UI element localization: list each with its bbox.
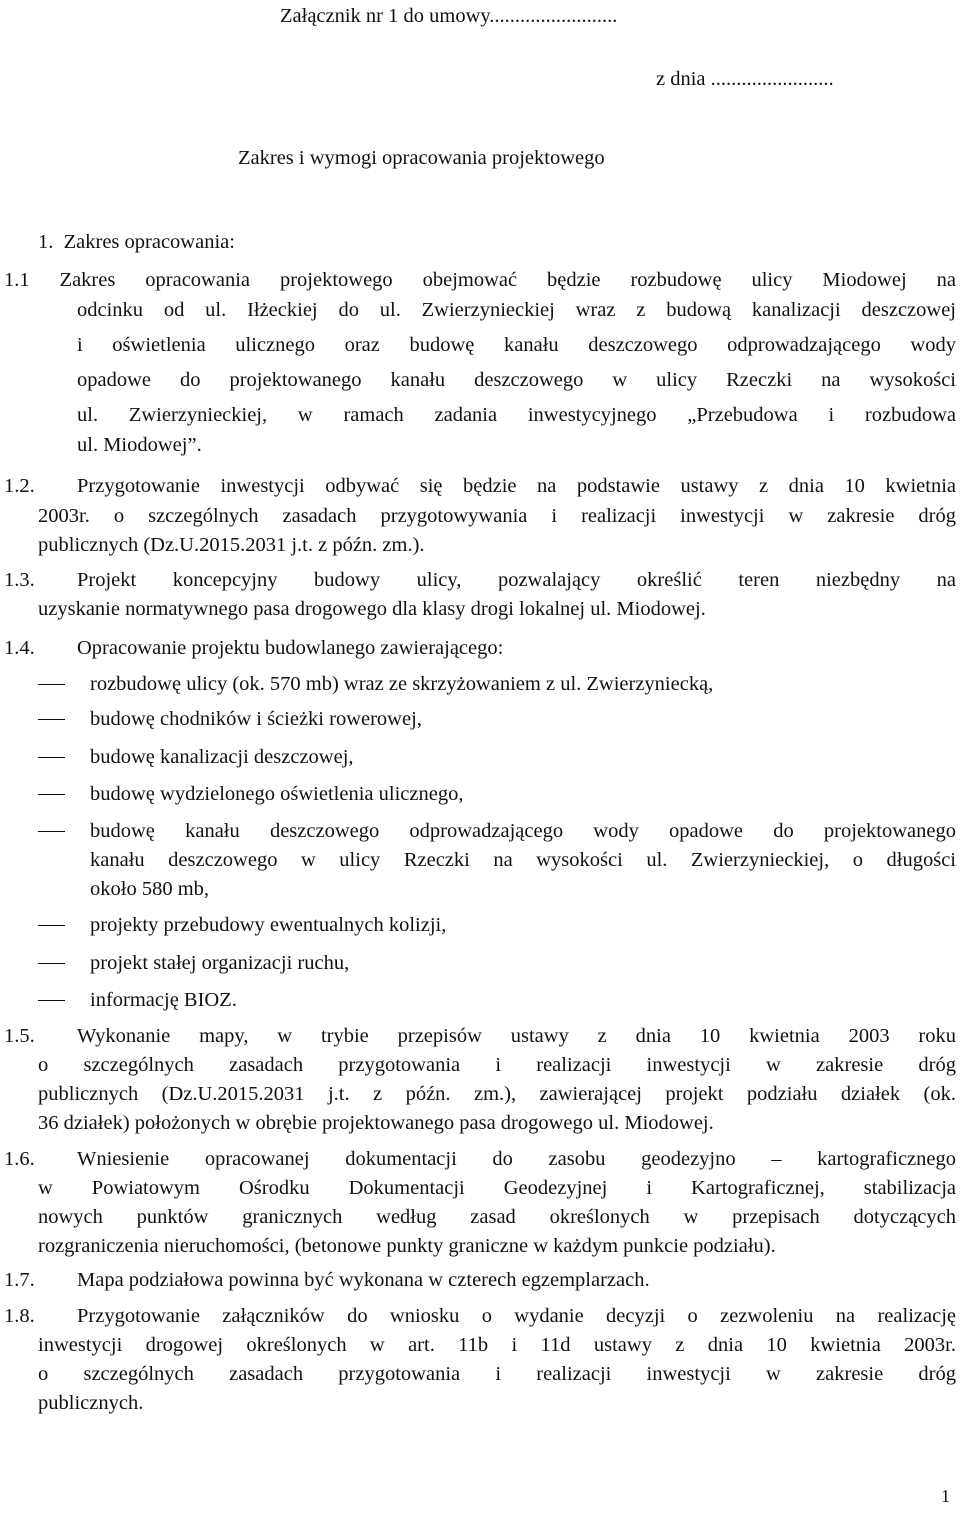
list-item-text: kanału deszczowego w ulicy Rzeczki na wysokości ul. Zwierzynieckiej, o długości: [90, 849, 956, 871]
item-1-2-number: 1.2.: [4, 475, 35, 497]
list-item-text: około 580 mb,: [90, 878, 210, 900]
dash-bullet: [38, 684, 65, 685]
document-title: Zakres i wymogi opracowania projektowego: [238, 147, 605, 169]
item-1-5-line: 36 działek) położonych w obrębie projektowanego pasa drogowego ul. Miodowej.: [38, 1112, 714, 1134]
dash-bullet: [38, 963, 65, 964]
list-item-text: budowę chodników i ścieżki rowerowej,: [90, 708, 422, 730]
list-item-text: informację BIOZ.: [90, 989, 237, 1011]
item-1-7-number: 1.7.: [4, 1269, 35, 1291]
item-1-5-line: publicznych (Dz.U.2015.2031 j.t. z późn. zm.), zawierającej projekt podziału działek (ok.: [38, 1083, 956, 1105]
item-1-3-number: 1.3.: [4, 569, 35, 591]
item-1-2-first-line: Przygotowanie inwestycji odbywać się będzie na podstawie ustawy z dnia 10 kwietnia: [77, 475, 956, 497]
item-1-1-line: opadowe do projektowanego kanału deszczowego w ulicy Rzeczki na wysokości: [77, 369, 956, 391]
page-number: 1: [941, 1486, 950, 1506]
list-item-text: budowę kanalizacji deszczowej,: [90, 746, 354, 768]
item-1-8-line: publicznych.: [38, 1392, 144, 1414]
section-heading: 1. Zakres opracowania:: [38, 231, 235, 253]
item-1-3-line: uzyskanie normatywnego pasa drogowego dla klasy drogi lokalnej ul. Miodowej.: [38, 598, 706, 620]
item-1-6-line: Wniesienie opracowanej dokumentacji do zasobu geodezyjno – kartograficznego: [77, 1148, 956, 1170]
item-1-6-number: 1.6.: [4, 1148, 35, 1170]
item-1-8-line: o szczególnych zasadach przygotowania i realizacji inwestycji w zakresie dróg: [38, 1363, 956, 1385]
list-item-text: rozbudowę ulicy (ok. 570 mb) wraz ze skrzyżowaniem z ul. Zwierzyniecką,: [90, 673, 714, 695]
item-1-1-first-line: 1.1 Zakres opracowania projektowego obejmować będzie rozbudowę ulicy Miodowej na: [4, 269, 956, 291]
item-1-8-line: Przygotowanie załączników do wniosku o wydanie decyzji o zezwoleniu na realizację: [77, 1305, 956, 1327]
item-1-6-line: rozgraniczenia nieruchomości, (betonowe punkty graniczne w każdym punkcie podziału).: [38, 1235, 776, 1257]
item-1-6-line: w Powiatowym Ośrodku Dokumentacji Geodezyjnej i Kartograficznej, stabilizacja: [38, 1177, 956, 1199]
list-item-text: projekty przebudowy ewentualnych kolizji,: [90, 914, 447, 936]
date-line: z dnia ........................: [656, 68, 834, 90]
list-item-text: budowę wydzielonego oświetlenia ulicznego,: [90, 783, 464, 805]
dash-bullet: [38, 794, 65, 795]
item-1-6-line: nowych punktów granicznych według zasad określonych w przepisach dotyczących: [38, 1206, 956, 1228]
item-1-5-number: 1.5.: [4, 1025, 35, 1047]
item-1-2-line: publicznych (Dz.U.2015.2031 j.t. z późn. zm.).: [38, 534, 425, 556]
item-1-5-line: Wykonanie mapy, w trybie przepisów ustawy z dnia 10 kwietnia 2003 roku: [77, 1025, 956, 1047]
list-item-text: projekt stałej organizacji ruchu,: [90, 952, 350, 974]
item-1-1-line: ul. Miodowej”.: [77, 434, 202, 456]
item-1-4-number: 1.4.: [4, 637, 35, 659]
item-1-1-line: i oświetlenia ulicznego oraz budowę kanału deszczowego odprowadzającego wody: [77, 334, 956, 356]
dash-bullet: [38, 719, 65, 720]
item-1-1-line: ul. Zwierzynieckiej, w ramach zadania inwestycyjnego „Przebudowa i rozbudowa: [77, 404, 956, 426]
attachment-line: Załącznik nr 1 do umowy.........................: [280, 5, 618, 27]
dash-bullet: [38, 1000, 65, 1001]
item-1-2-line: 2003r. o szczególnych zasadach przygotowywania i realizacji inwestycji w zakresie dróg: [38, 505, 956, 527]
item-1-7-text: Mapa podziałowa powinna być wykonana w czterech egzemplarzach.: [77, 1269, 650, 1291]
list-item-text: budowę kanału deszczowego odprowadzającego wody opadowe do projektowanego: [90, 820, 956, 842]
item-1-1-line: odcinku od ul. Iłżeckiej do ul. Zwierzynieckiej wraz z budową kanalizacji deszczowej: [77, 299, 956, 321]
item-1-8-number: 1.8.: [4, 1305, 35, 1327]
item-1-3-line: Projekt koncepcyjny budowy ulicy, pozwalający określić teren niezbędny na: [77, 569, 956, 591]
dash-bullet: [38, 925, 65, 926]
item-1-4-heading: Opracowanie projektu budowlanego zawierającego:: [77, 637, 504, 659]
item-1-5-line: o szczególnych zasadach przygotowania i realizacji inwestycji w zakresie dróg: [38, 1054, 956, 1076]
dash-bullet: [38, 831, 65, 832]
item-1-8-line: inwestycji drogowej określonych w art. 11b i 11d ustawy z dnia 10 kwietnia 2003r.: [38, 1334, 956, 1356]
dash-bullet: [38, 757, 65, 758]
